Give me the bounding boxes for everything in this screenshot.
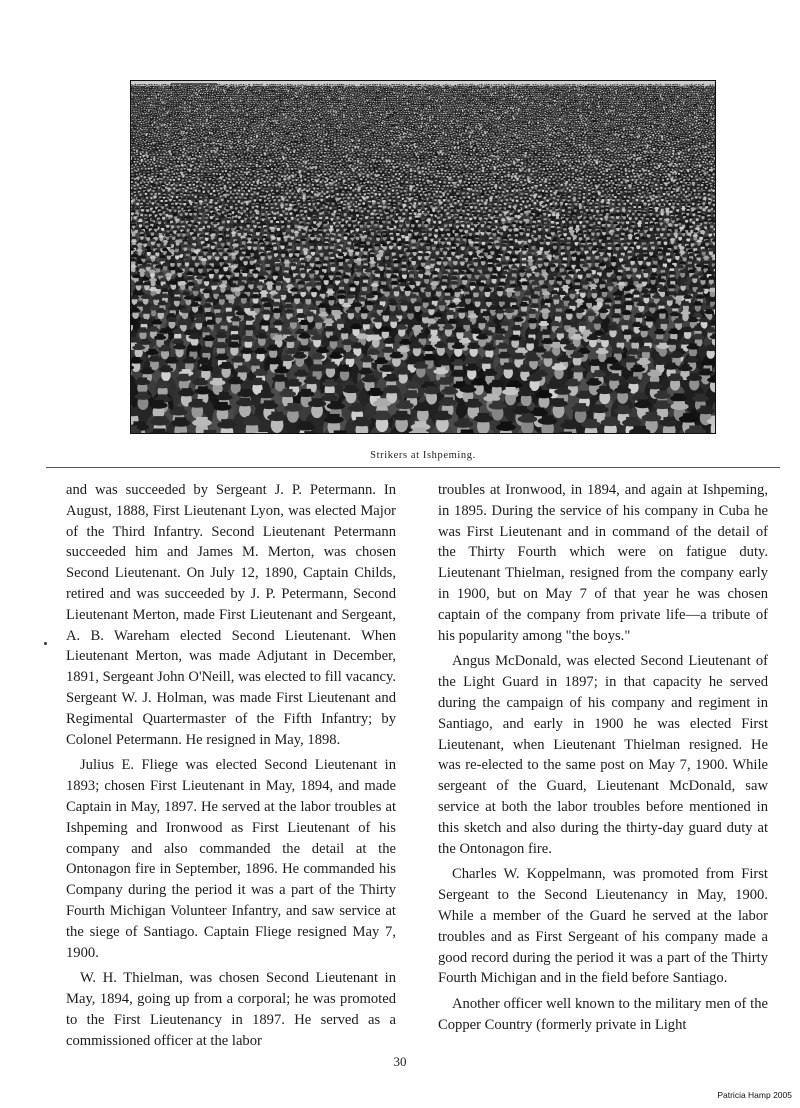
paragraph: Angus McDonald, was elected Second Lieutenant of the Light Guard in 1897; in that capacity he served during the campaign of his company and regiment in Santiago, and early in 1900 he was elected First Lieutenant, when Lieutenant Thielman resigned. He was re-elected to the same post on May 7, 1900. While sergeant of the Guard, Lieutenant McDonald, saw service at both the labor troubles before mentioned in this sketch and also during the thirty-day guard duty at the Ontonagon fire.: [438, 651, 768, 859]
paragraph: Charles W. Koppelmann, was promoted from First Sergeant to the Second Lieutenancy in May, 1900. While a member of the Guard he served at the labor troubles and as First Sergeant of his company made a good record during the period it was a part of the Thirty Fourth Michigan and in the field before Santiago.: [438, 864, 768, 989]
paragraph: troubles at Ironwood, in 1894, and again at Ishpeming, in 1895. During the service of his company in Cuba he was First Lieutenant and in command of the detail of the Thirty Fourth which were on fatigue duty. Lieutenant Thielman, resigned from the company early in 1900, but on May 7 of that year he was chosen captain of the company from private life—a tribute of his popularity among "the boys.": [438, 480, 768, 646]
section-divider: [46, 467, 780, 468]
paragraph: Another officer well known to the military men of the Copper Country (formerly private in Light: [438, 994, 768, 1036]
credit-text: Patricia Hamp 2005: [717, 1090, 792, 1100]
text-column-right: [438, 480, 768, 1041]
margin-mark: [44, 642, 47, 645]
paragraph: Julius E. Fliege was elected Second Lieutenant in 1893; chosen First Lieutenant in May, 1894, and made Captain in May, 1897. He served at the labor troubles at Ishpeming and Ironwood as First Lieutenant of his company and also commanded the detail at the Ontonagon fire in September, 1896. He commanded his Company during the period it was a part of the Thirty Fourth Michigan Volunteer Infantry, and saw service at the siege of Santiago. Captain Fliege resigned May 7, 1900.: [66, 755, 396, 963]
crowd-photo: [130, 80, 716, 434]
text-column-left: [66, 480, 396, 1057]
paragraph: W. H. Thielman, was chosen Second Lieutenant in May, 1894, going up from a corporal; he was promoted to the First Lieutenancy in 1897. He served as a commissioned officer at the labor: [66, 968, 396, 1051]
photo-caption: Strikers at Ishpeming.: [130, 450, 716, 461]
crowd-photo-image: [131, 81, 715, 433]
paragraph: and was succeeded by Sergeant J. P. Petermann. In August, 1888, First Lieutenant Lyon, was elected Major of the Third Infantry. Second Lieutenant Petermann succeeded him and James M. Merton, was chosen Second Lieutenant. On July 12, 1890, Captain Childs, retired and was succeeded by J. P. Petermann, Second Lieutenant Merton, made First Lieutenant and Sergeant, A. B. Wareham elected Second Lieutenant. When Lieutenant Merton, was made Adjutant in December, 1891, Sergeant John O'Neill, was elected to fill vacancy. Sergeant W. J. Holman, was made First Lieutenant and Regimental Quartermaster of the Fifth Infantry; by Colonel Petermann. He resigned in May, 1898.: [66, 480, 396, 750]
page-number: 30: [0, 1054, 800, 1070]
